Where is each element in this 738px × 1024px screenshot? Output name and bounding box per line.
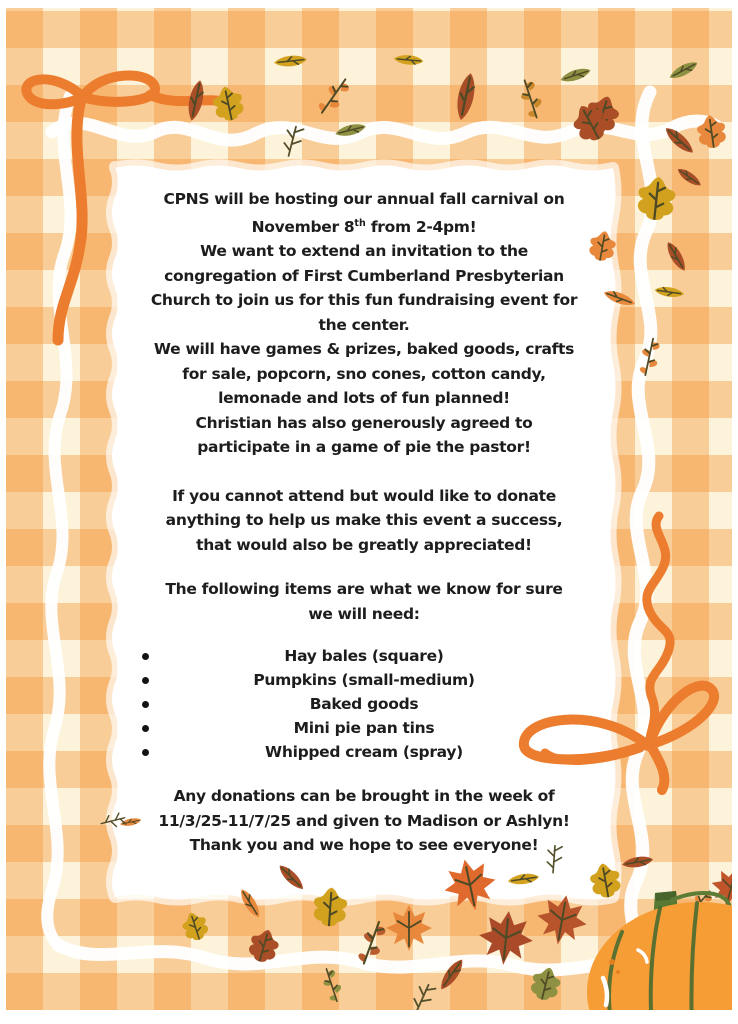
needs-intro-line: The following items are what we know for sure xyxy=(165,580,563,599)
list-item xyxy=(115,668,613,692)
pastor-line: participate in a game of pie the pastor! xyxy=(197,438,531,457)
pumpkin-icon xyxy=(587,891,732,1010)
list-item-label: Hay bales (square) xyxy=(284,647,444,666)
list-item-label: Whipped cream (spray) xyxy=(265,743,463,762)
intro-line: We want to extend an invitation to the xyxy=(200,242,528,261)
donation-line: If you cannot attend but would like to donate xyxy=(172,486,556,505)
activities-line: We will have games & prizes, baked goods, crafts xyxy=(153,340,575,359)
needs-intro-paragraph xyxy=(115,577,613,626)
spacer xyxy=(115,626,613,644)
intro-date-line xyxy=(115,212,613,240)
date-ordinal: th xyxy=(354,217,366,229)
intro-line: Church to join us for this fun fundraising event for xyxy=(150,291,578,310)
list-item xyxy=(115,740,613,764)
needs-list xyxy=(115,644,613,764)
date-text: November 8 xyxy=(251,217,355,236)
pastor-line: Christian has also generously agreed to xyxy=(195,413,533,432)
bullet-dot xyxy=(142,653,149,660)
closing-line: Any donations can be brought in the week of xyxy=(173,787,555,806)
donation-paragraph xyxy=(115,484,613,558)
closing-line: Thank you and we hope to see everyone! xyxy=(189,836,539,855)
spacer xyxy=(115,460,613,484)
bullet-dot xyxy=(142,749,149,756)
list-item-label: Baked goods xyxy=(309,695,419,714)
activities-paragraph xyxy=(115,337,613,460)
date-time-text: from 2-4pm! xyxy=(365,217,477,236)
flyer-text-panel xyxy=(115,163,613,858)
activities-line: for sale, popcorn, sno cones, cotton candy, xyxy=(182,364,546,383)
bullet-dot xyxy=(142,701,149,708)
bullet-dot xyxy=(142,725,149,732)
spacer xyxy=(115,557,613,577)
intro-line: CPNS will be hosting our annual fall carnival on xyxy=(163,190,565,208)
bullet-dot xyxy=(142,677,149,684)
list-item xyxy=(115,644,613,668)
list-item-label: Mini pie pan tins xyxy=(293,719,435,738)
donation-line: anything to help us make this event a success, xyxy=(165,511,563,530)
list-item xyxy=(115,716,613,740)
needs-intro-line: we will need: xyxy=(308,604,420,623)
intro-line: the center. xyxy=(318,315,410,334)
spacer xyxy=(115,764,613,784)
list-item-label: Pumpkins (small-medium) xyxy=(253,671,475,690)
intro-line: congregation of First Cumberland Presbyterian xyxy=(164,266,564,285)
closing-line: 11/3/25-11/7/25 and given to Madison or Ashlyn! xyxy=(158,811,570,830)
activities-line: lemonade and lots of fun planned! xyxy=(218,389,510,408)
intro-paragraph xyxy=(115,187,613,337)
closing-paragraph xyxy=(115,784,613,858)
list-item xyxy=(115,692,613,716)
donation-line: that would also be greatly appreciated! xyxy=(196,535,532,554)
